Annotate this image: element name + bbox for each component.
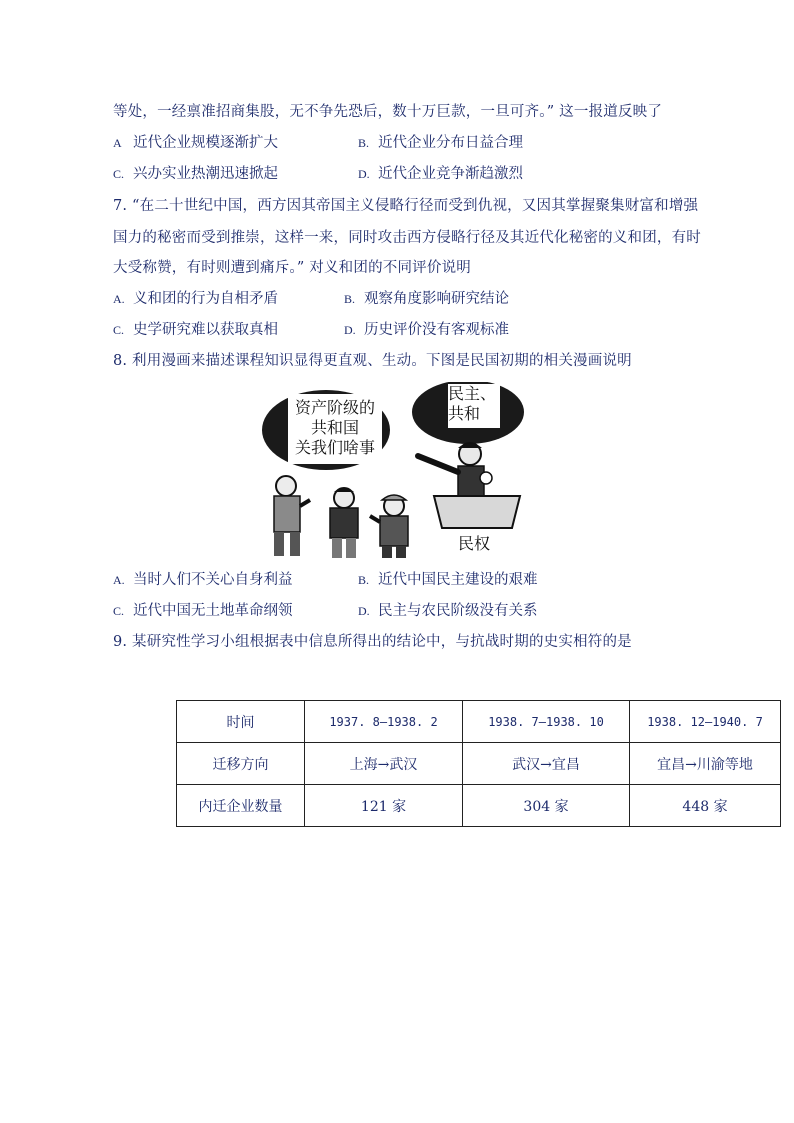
option-text: 近代企业规模逐渐扩大 [133, 135, 278, 151]
q8-option-a[interactable] [113, 570, 293, 590]
option-text: 观察角度影响研究结论 [364, 291, 509, 307]
table-cell: 上海→武汉 [305, 743, 463, 785]
option-text: 历史评价没有客观标准 [364, 322, 509, 338]
left-bubble-text [288, 398, 382, 458]
podium [434, 496, 520, 528]
left-bubble-line: 共和国 [310, 418, 359, 437]
option-key: A. [113, 292, 125, 306]
q8-option-c[interactable] [113, 601, 293, 621]
option-key: C. [113, 604, 125, 618]
q6-option-c[interactable] [113, 164, 278, 184]
table-cell: 1938. 7—1938. 10 [463, 701, 630, 743]
option-key: A [113, 136, 122, 150]
option-text: 兴办实业热潮迅速掀起 [133, 166, 278, 182]
option-key: A. [113, 573, 125, 587]
q6-option-a[interactable] [113, 133, 278, 153]
q8-option-d[interactable] [358, 601, 538, 621]
option-text: 当时人们不关心自身利益 [133, 572, 293, 588]
option-text: 近代中国民主建设的艰难 [378, 572, 538, 588]
q6-option-d[interactable] [358, 164, 523, 184]
table-cell: 121 家 [305, 785, 463, 827]
option-key: B. [358, 136, 370, 150]
option-key: C. [113, 323, 125, 337]
table-cell: 迁移方向 [177, 743, 305, 785]
table-cell: 448 家 [630, 785, 781, 827]
table-row [177, 701, 781, 743]
q7-stem-line-1: 7. “在二十世纪中国，西方因其帝国主义侵略行径而受到仇视，又因其掌握聚集财富和增强 [113, 198, 699, 214]
q6-stem-tail: 等处，一经禀准招商集股，无不争先恐后，数十万巨款，一旦可齐。” 这一报道反映了 [113, 104, 663, 120]
option-key: D. [344, 323, 356, 337]
q8-option-b[interactable] [358, 570, 538, 590]
option-key: D. [358, 604, 370, 618]
table-cell: 宜昌→川渝等地 [630, 743, 781, 785]
q7-option-c[interactable] [113, 320, 278, 340]
table-cell: 1938. 12—1940. 7 [630, 701, 781, 743]
q7-option-a[interactable] [113, 289, 278, 309]
option-key: D. [358, 167, 370, 181]
table-cell: 时间 [177, 701, 305, 743]
table-row [177, 743, 781, 785]
q9-stem-line-1: 9. 某研究性学习小组根据表中信息所得出的结论中，与抗战时期的史实相符的是 [113, 634, 632, 650]
option-key: B. [344, 292, 356, 306]
q7-option-b[interactable] [344, 289, 509, 309]
table-cell: 武汉→宜昌 [463, 743, 630, 785]
option-text: 义和团的行为自相矛盾 [133, 291, 278, 307]
villager-figure-2 [330, 488, 358, 558]
right-bubble-text [448, 384, 500, 424]
option-key: B. [358, 573, 370, 587]
speaker-figure [418, 443, 492, 496]
right-bubble-line: 民主、 [448, 384, 497, 403]
q8-stem-line-1: 8. 利用漫画来描述课程知识显得更直观、生动。下图是民国初期的相关漫画说明 [113, 353, 632, 369]
villager-figure-1 [274, 476, 310, 556]
option-text: 近代企业竞争渐趋激烈 [378, 166, 523, 182]
q7-stem-line-3: 大受称赞，有时则遭到痛斥。” 对义和团的不同评价说明 [113, 260, 471, 276]
option-key: C. [113, 167, 125, 181]
q7-option-d[interactable] [344, 320, 509, 340]
option-text: 民主与农民阶级没有关系 [378, 603, 538, 619]
table-cell: 1937. 8—1938. 2 [305, 701, 463, 743]
q7-stem-line-2: 国力的秘密而受到推崇，这样一来，同时攻击西方侵略行径及其近代化秘密的义和团，有时 [113, 230, 701, 246]
q6-option-b[interactable] [358, 133, 523, 153]
q9-table [176, 700, 781, 827]
table-cell: 304 家 [463, 785, 630, 827]
left-bubble-line: 关我们啥事 [294, 438, 375, 457]
podium-label: 民权 [457, 534, 490, 553]
option-text: 史学研究难以获取真相 [133, 322, 278, 338]
table-cell: 内迁企业数量 [177, 785, 305, 827]
left-bubble-line: 资产阶级的 [294, 398, 375, 417]
villager-figure-3 [370, 495, 408, 558]
table-row [177, 785, 781, 827]
right-bubble-line: 共和 [448, 404, 481, 423]
option-text: 近代中国无土地革命纲领 [133, 603, 293, 619]
q8-cartoon [258, 382, 524, 560]
option-text: 近代企业分布日益合理 [378, 135, 523, 151]
